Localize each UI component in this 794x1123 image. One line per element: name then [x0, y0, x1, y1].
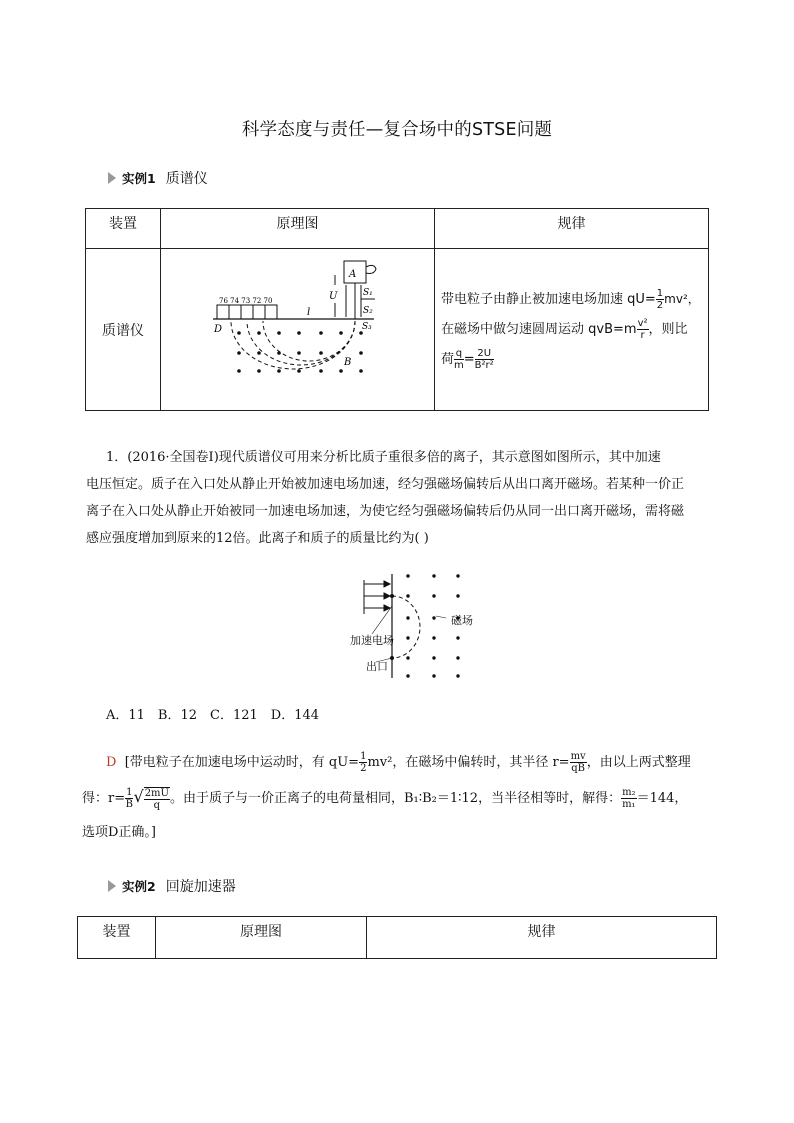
mass-spectrometer-table	[85, 208, 709, 411]
label-S2: S₂	[363, 306, 373, 316]
field-dot	[237, 351, 241, 355]
page-title: 科学态度与责任—复合场中的STSE问题	[241, 120, 553, 140]
field-dot	[257, 331, 261, 335]
header-diagram: 原理图	[161, 209, 435, 249]
answer-letter: D	[106, 755, 117, 770]
field-dot	[257, 369, 261, 373]
explanation-part: mv²，在磁场中偏转时，其半径 r=	[367, 755, 570, 770]
header-rule: 规律	[435, 209, 709, 249]
field-dot	[359, 351, 363, 355]
section-heading-example1	[108, 168, 208, 188]
explanation-part: 。由于质子与一价正离子的电荷量相同，B₁∶B₂＝1∶12，当半径相等时，解得：	[169, 791, 622, 806]
header-rule: 规律	[367, 917, 717, 959]
question-line: 1．(2016·全国卷Ⅰ)现代质谱仪可用来分析比质子重很多倍的离子，其示意图如图所示，其中加速	[106, 450, 661, 465]
label-A: A	[349, 269, 357, 280]
field-dot	[319, 351, 323, 355]
explanation-part: 得：r=	[82, 791, 126, 806]
field-dot	[432, 674, 435, 677]
field-dot	[359, 369, 363, 373]
header-device: 装置	[86, 209, 161, 249]
field-dot	[277, 331, 281, 335]
sqrt-fraction: $\frac{2mU}{q}$	[144, 787, 169, 811]
field-dot	[339, 331, 343, 335]
fraction-mv-qB: $\frac{mv}{qB}$	[570, 751, 586, 774]
header-diagram: 原理图	[156, 917, 367, 959]
section-heading-example2	[108, 876, 236, 896]
mass-spectrometer-diagram	[161, 249, 434, 406]
fraction-q-over-m: $\frac{q}{m}$	[454, 348, 464, 371]
field-dot	[432, 636, 435, 639]
field-leader	[436, 616, 446, 618]
fraction-m2-m1: $\frac{\text{m₂}}{\text{m₁}}$	[622, 787, 636, 810]
answer-explanation: D [带电粒子在加速电场中运动时，有 qU= $\frac{1}{2}$ mv²，在磁场中偏转时，其半径 r= $\frac{mv}{qB}$ ，由以上两式整理 得：r= $\frac{1}{B}$ √ $\frac{2mU}{q}$ 。由于质子与一价正离子的电荷量相同，B₁∶B₂＝1∶12，当半径相等时，解得： $\frac{\text{m₂}}{\text{m₁}}$ ＝144， 选项D正确。]	[106, 746, 720, 850]
explanation-conclusion: 选项D正确。]	[82, 825, 156, 840]
explanation-part: ，由以上两式整理	[586, 755, 691, 770]
source-hook	[366, 265, 376, 273]
field-dot	[432, 656, 435, 659]
fraction-half: $\frac{1}{2}$	[656, 288, 664, 311]
field-dot	[456, 574, 459, 577]
field-dot	[339, 369, 343, 373]
rule-line-1: 带电粒子由静止被加速电场加速 qU=	[441, 292, 656, 307]
ion-path-small	[263, 321, 355, 361]
field-dot	[297, 351, 301, 355]
field-dot	[456, 594, 459, 597]
field-dot	[406, 594, 409, 597]
accel-field-arrows	[364, 580, 390, 614]
equals-sign: =	[463, 352, 475, 367]
answer-options: A．11 B．12 C．121 D．144	[106, 708, 320, 723]
ion-path-large	[231, 321, 355, 369]
field-dot	[456, 636, 459, 639]
field-dot	[277, 351, 281, 355]
accel-leader	[372, 606, 392, 634]
device-name: 质谱仪	[86, 249, 161, 411]
rule-line-2-end: ，则比	[648, 322, 688, 337]
scale-numbers: 76 74 73 72 70	[219, 297, 273, 305]
rule-line-1-end: mv²，	[664, 292, 700, 306]
cyclotron-table	[77, 916, 717, 959]
label-S3: S₃	[362, 322, 372, 332]
field-dot	[432, 616, 435, 619]
label-l: l	[307, 307, 311, 318]
explanation-part: [带电粒子在加速电场中运动时，有 qU=	[124, 755, 360, 770]
triangle-bullet-icon	[108, 880, 116, 892]
question-line: 离子在入口处从静止开始被同一加速电场加速，为使它经匀强磁场偏转后仍从同一出口离开磁场，需将磁	[86, 504, 685, 519]
principle-diagram-cell	[161, 249, 435, 411]
field-dot	[432, 594, 435, 597]
example-name: 回旋加速器	[165, 879, 236, 895]
fraction-1-over-B: $\frac{1}{B}$	[125, 787, 133, 810]
field-dot	[359, 331, 363, 335]
field-dot	[456, 674, 459, 677]
label-U: U	[329, 291, 338, 302]
label-D: D	[214, 324, 223, 335]
rule-line-2: 在磁场中做匀速圆周运动 qvB=m	[441, 322, 637, 337]
field-dot	[406, 656, 409, 659]
explanation-part: ＝144，	[636, 791, 688, 806]
question-line: 感应强度增加到原来的12倍。此离子和质子的质量比约为( )	[86, 531, 429, 546]
field-dot	[406, 574, 409, 577]
field-dot	[237, 331, 241, 335]
fraction-2U: $\frac{2U}{\text{B²r²}}$	[474, 348, 494, 371]
label-S1: S₁	[363, 288, 373, 298]
label-B: B	[344, 357, 352, 368]
field-dot	[406, 636, 409, 639]
proton-path	[392, 596, 420, 658]
example-name: 质谱仪	[165, 171, 208, 187]
triangle-bullet-icon	[108, 172, 116, 184]
field-dot	[406, 616, 409, 619]
detector-scale	[217, 305, 277, 319]
field-dot	[319, 369, 323, 373]
rule-line-3: 荷	[441, 352, 455, 367]
question-text	[86, 444, 718, 552]
field-dot	[432, 574, 435, 577]
example-label: 实例2	[122, 879, 156, 894]
label-magnetic-field: 磁场	[451, 614, 473, 627]
field-dot	[297, 331, 301, 335]
rule-cell	[435, 249, 709, 411]
field-dot	[456, 656, 459, 659]
example-label: 实例1	[122, 171, 156, 186]
field-dot	[277, 369, 281, 373]
field-dot	[406, 674, 409, 677]
label-accel-field: 加速电场	[350, 634, 394, 647]
label-exit: 出口	[366, 660, 388, 673]
header-device: 装置	[78, 917, 156, 959]
question-line: 电压恒定。质子在入口处从静止开始被加速电场加速，经匀强磁场偏转后从出口离开磁场。若某种一价正	[86, 477, 685, 492]
fraction-v2-over-r: $\frac{\text{v²}}{r}$	[637, 318, 648, 341]
field-dot	[257, 351, 261, 355]
field-dot	[319, 331, 323, 335]
field-dot	[237, 369, 241, 373]
field-dot	[297, 369, 301, 373]
